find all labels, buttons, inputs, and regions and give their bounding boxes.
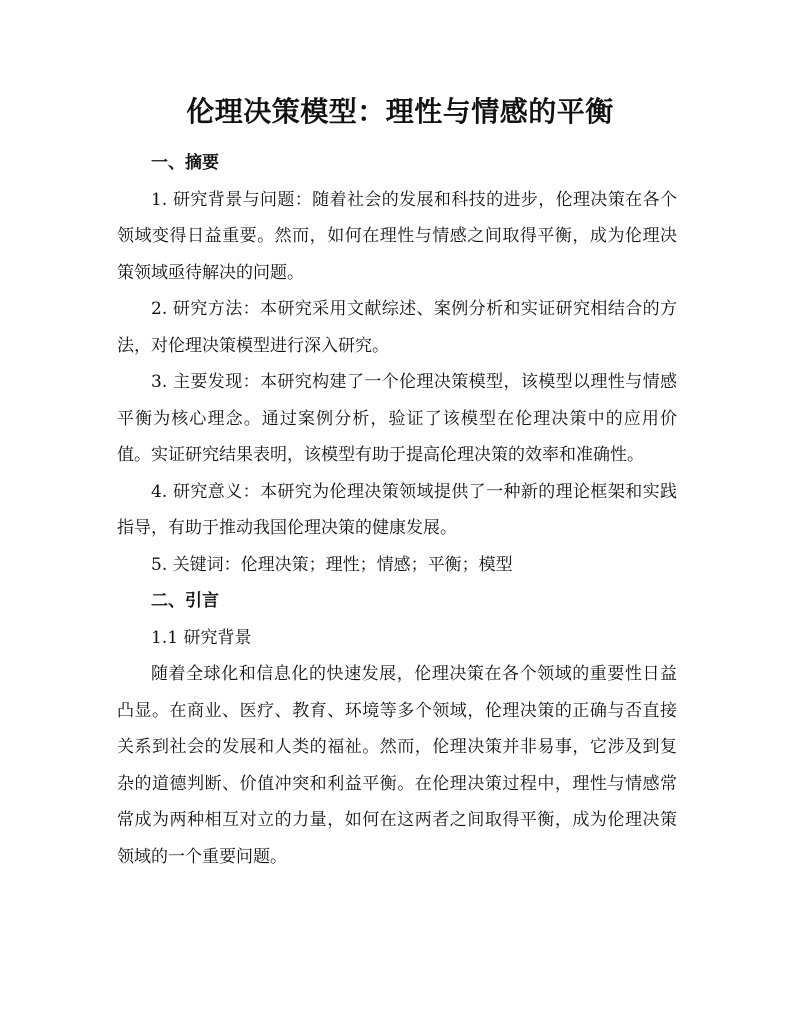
- introduction-paragraph: 随着全球化和信息化的快速发展，伦理决策在各个领域的重要性日益凸显。在商业、医疗、教育、环境等多个领域，伦理决策的正确与否直接关系到社会的发展和人类的福祉。然而，伦理决策并非易事，它涉及到复杂的道德判断、价值冲突和利益平衡。在伦理决策过程中，理性与情感常常成为两种相互对立的力量，如何在这两者之间取得平衡，成为伦理决策领域的一个重要问题。: [117, 664, 677, 867]
- section-heading-introduction: 二、引言: [151, 591, 219, 611]
- subsection-heading-background: 1.1 研究背景: [151, 627, 252, 648]
- abstract-paragraph-background: 1. 研究背景与问题：随着社会的发展和科技的进步，伦理决策在各个领域变得日益重要。然而，如何在理性与情感之间取得平衡，成为伦理决策领域亟待解决的问题。: [117, 189, 677, 283]
- document-title: 伦理决策模型：理性与情感的平衡: [186, 95, 614, 128]
- document-body: [117, 145, 677, 875]
- abstract-paragraph-keywords: 5. 关键词：伦理决策；理性；情感；平衡；模型: [151, 554, 513, 575]
- section-heading-abstract: 一、摘要: [151, 153, 219, 173]
- abstract-paragraph-findings: 3. 主要发现：本研究构建了一个伦理决策模型，该模型以理性与情感平衡为核心理念。通过案例分析，验证了该模型在伦理决策中的应用价值。实证研究结果表明，该模型有助于提高伦理决策的效率和准确性。: [117, 372, 677, 465]
- abstract-paragraph-significance: 4. 研究意义：本研究为伦理决策领域提供了一种新的理论框架和实践指导，有助于推动我国伦理决策的健康发展。: [117, 481, 677, 538]
- abstract-paragraph-method: 2. 研究方法：本研究采用文献综述、案例分析和实证研究相结合的方法，对伦理决策模型进行深入研究。: [117, 299, 677, 356]
